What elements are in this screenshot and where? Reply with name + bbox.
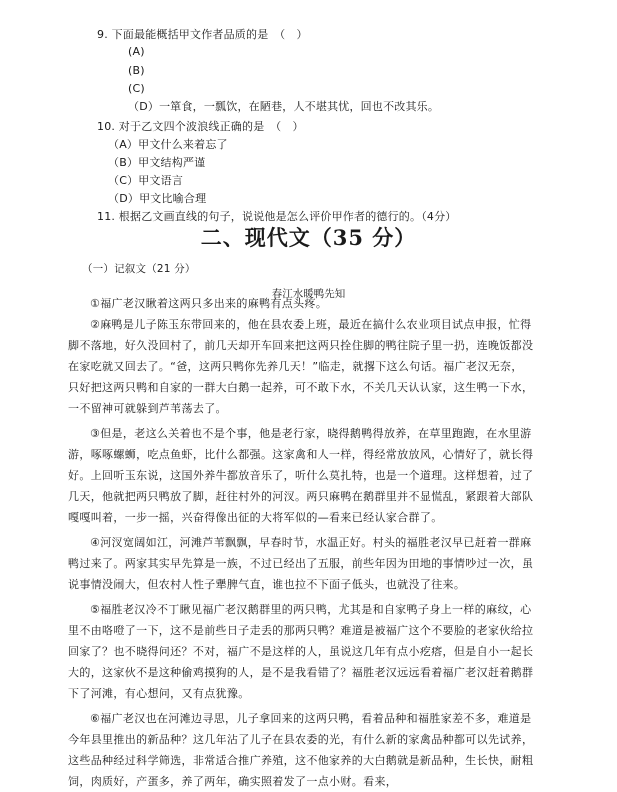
paragraph-line: 几天，他就把两只鸭放了脚，赶往村外的河汊。两只麻鸭在鹅群里并不显慌乱，紧跟着大部队 [68, 490, 534, 503]
question-9-stem: 9. 下面最能概括甲文作者品质的是 （ ） [97, 28, 308, 41]
paragraph-line: ③但是，老这么关着也不是个事，他是老行家，晓得鹅鸭得放养，在草里跑跑，在水里游 [90, 427, 532, 440]
paragraph-line: 脚不落地，好久没回村了，前几天却开车回来把这两只拴住脚的鸭往院子里一扔，连晚饭都没 [68, 339, 534, 352]
paragraph-2 [68, 314, 548, 419]
paragraph-line: 游，啄啄螺蛳，吃点鱼虾，比什么都强。这家禽和人一样，得经常放放风，心情好了，就长得 [68, 448, 534, 461]
paragraph-4 [68, 532, 548, 595]
subsection-title: （一）记叙文（21 分） [82, 263, 196, 275]
paragraph-line: 里不由咯噔了一下，这不是前些日子走丢的那两只鸭？难道是被福广这个不要脸的老家伙给拉 [68, 624, 534, 637]
paragraph-line: 这些品种经过科学筛选，非常适合推广养殖，这不他家养的大白鹅就是新品种，生长快，耐粗 [68, 754, 534, 767]
paragraph-line: 只好把这两只鸭和自家的一群大白鹅一起养，可不敢下水，不关几天认认家，这生鸭一下水， [68, 381, 534, 394]
question-10-option-d: （D）甲文比喻合理 [108, 192, 207, 205]
paragraph-line: 今年县里推出的新品种？这几年沾了儿子在县农委的光，有什么新的家禽品种都可以先试养， [68, 733, 534, 746]
paragraph-5 [68, 599, 548, 704]
paragraph-line: ⑥福广老汉也在河滩边寻思，儿子拿回来的这两只鸭，看着品种和福胜家差不多，难道是 [90, 712, 532, 725]
paragraph-line: 回家了？也不晓得问还？不对，福广不是这样的人，虽说这几年有点小疙瘩，但是自小一起长 [68, 645, 534, 658]
paragraph-line: 一不留神可就躲到芦苇荡去了。 [68, 402, 227, 415]
paragraph-line: 大的，这家伙不是这种偷鸡摸狗的人，是不是我看错了？福胜老汉远远看着福广老汉赶着鹅群 [68, 666, 534, 679]
paragraph-1 [68, 293, 548, 314]
section-title: 二、现代文（35 分） [200, 225, 417, 250]
question-9-option-a: (A) [128, 45, 145, 58]
question-9-option-b: (B) [128, 64, 145, 77]
paragraph-line: ①福广老汉瞅着这两只多出来的麻鸭有点头疼。 [90, 297, 328, 310]
question-10-option-b: （B）甲文结构严谨 [108, 156, 206, 169]
paragraph-line: 好。上回听玉东说，这国外养牛都放音乐了，听什么莫扎特，也是一个道理。这样想着，过了 [68, 469, 534, 482]
paragraph-line: 嘎嘎叫着，一步一摇，兴奋得像出征的大将军似的—看来已经认家合群了。 [68, 511, 443, 524]
paragraph-6 [68, 708, 548, 792]
paragraph-line: 鸭过来了。两家其实早先算是一族，不过已经出了五服，前些年因为田地的事情吵过一次，虽 [68, 557, 534, 570]
paragraph-line: 在家吃就又回去了。“爸，这两只鸭你先养几天！”临走，就撂下这么句话。福广老汉无奈， [68, 360, 523, 373]
question-11-stem: 11. 根据乙文画直线的句子，说说他是怎么评价甲作者的德行的。（4分） [97, 210, 457, 223]
question-9-option-d: （D）一箪食，一瓢饮，在陋巷，人不堪其忧，回也不改其乐。 [128, 100, 440, 113]
question-10-option-a: （A）甲文什么来着忘了 [108, 138, 228, 151]
paragraph-line: 说事情没闹大，但农村人性子犟脾气直，谁也拉不下面子低头，也就没了往来。 [68, 578, 466, 591]
question-10-stem: 10. 对于乙文四个波浪线正确的是 （ ） [97, 120, 304, 133]
paragraph-line: ④河汊宽阔如江，河滩芦苇飘飘，早春时节，水温正好。村头的福胜老汉早已赶着一群麻 [90, 536, 532, 549]
paragraph-3 [68, 423, 548, 528]
paragraph-line: ⑤福胜老汉冷不丁瞅见福广老汉鹅群里的两只鸭，尤其是和自家鸭子身上一样的麻纹，心 [90, 603, 532, 616]
paragraph-line: ②麻鸭是儿子陈玉东带回来的，他在县农委上班，最近在搞什么农业项目试点申报，忙得 [90, 318, 532, 331]
paragraph-line: 饲，肉质好，产蛋多，养了两年，确实照着发了一点小财。看来， [68, 775, 398, 788]
question-9-option-c: (C) [128, 82, 145, 95]
question-10-option-c: （C）甲文语言 [108, 174, 184, 187]
article-title: 春江水暖鸭先知 [271, 288, 346, 300]
paragraph-line: 下了河滩，有心想问，又有点犹豫。 [68, 687, 250, 700]
